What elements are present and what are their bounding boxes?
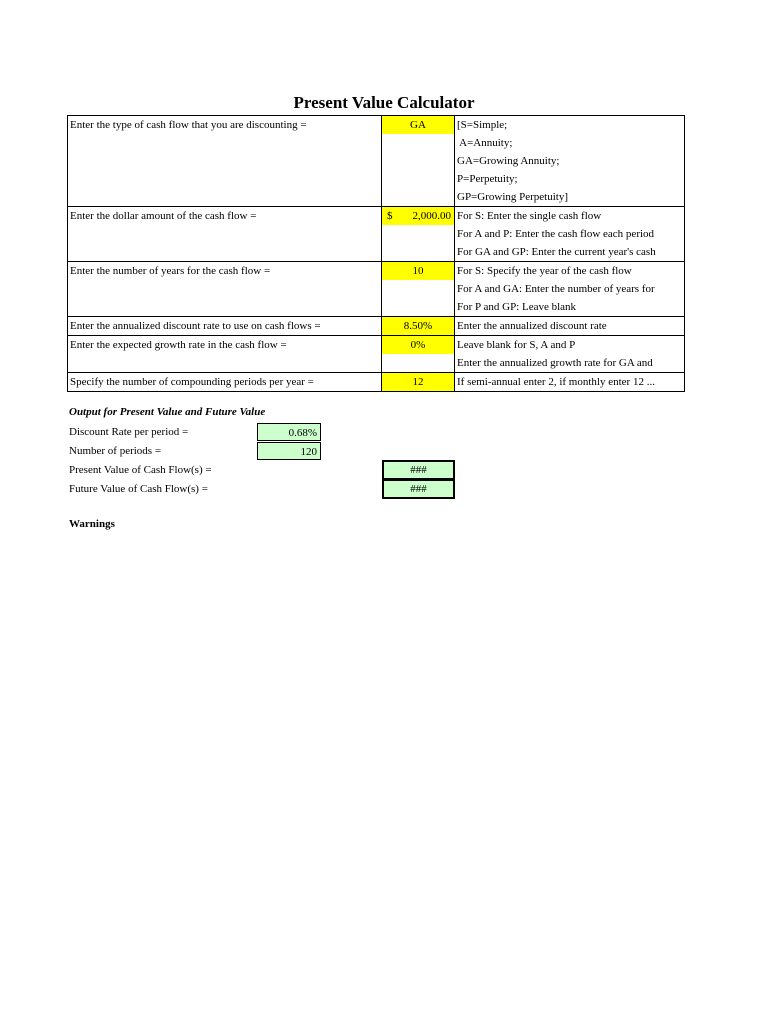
discount-rate-input[interactable]: 8.50%: [382, 317, 454, 335]
cashflow-type-help: [S=Simple; A=Annuity; GA=Growing Annuity; P=Perpetuity; GP=Growing Perpetuity]: [455, 116, 685, 207]
table-row: [68, 116, 685, 207]
future-value-label: Future Value of Cash Flow(s) =: [69, 483, 208, 495]
growth-rate-input[interactable]: 0%: [382, 336, 454, 354]
cashflow-amount-input[interactable]: [382, 207, 454, 225]
table-row: [68, 207, 685, 262]
number-of-periods-label: Number of periods =: [69, 445, 162, 457]
discount-rate-per-period-label: Discount Rate per period =: [69, 426, 189, 438]
cashflow-type-input[interactable]: GA: [382, 116, 454, 134]
growth-rate-cell: [382, 336, 455, 373]
compounding-label: Specify the number of compounding periods per year =: [68, 373, 382, 392]
discount-rate-label: Enter the annualized discount rate to use on cash flows =: [68, 317, 382, 336]
compounding-cell: [382, 373, 455, 392]
present-value-label: Present Value of Cash Flow(s) =: [69, 464, 212, 476]
table-row: [68, 373, 685, 392]
discount-rate-per-period-value: 0.68%: [257, 423, 321, 441]
compounding-input[interactable]: 12: [382, 373, 454, 391]
present-value-output: ###: [382, 460, 455, 480]
amount-value: 2,000.00: [412, 210, 451, 222]
currency-symbol: $: [387, 210, 393, 222]
table-row: [68, 317, 685, 336]
years-input[interactable]: 10: [382, 262, 454, 280]
years-help: For S: Specify the year of the cash flow For A and GA: Enter the number of years for For P and GP: Leave blank: [455, 262, 685, 317]
table-row: [68, 336, 685, 373]
discount-rate-cell: [382, 317, 455, 336]
warnings-heading: Warnings: [69, 518, 115, 530]
number-of-periods-value: 120: [257, 442, 321, 460]
input-table: [67, 115, 685, 392]
page-title: Present Value Calculator: [293, 93, 475, 112]
growth-rate-help: Leave blank for S, A and P Enter the annualized growth rate for GA and: [455, 336, 685, 373]
years-label: Enter the number of years for the cash flow =: [68, 262, 382, 317]
cashflow-type-cell: [382, 116, 455, 207]
years-cell: [382, 262, 455, 317]
discount-rate-help: Enter the annualized discount rate: [455, 317, 685, 336]
output-heading: Output for Present Value and Future Value: [69, 406, 266, 418]
compounding-help: If semi-annual enter 2, if monthly enter 12 ...: [455, 373, 685, 392]
growth-rate-label: Enter the expected growth rate in the cash flow =: [68, 336, 382, 373]
cashflow-amount-cell: [382, 207, 455, 262]
cashflow-amount-help: For S: Enter the single cash flow For A and P: Enter the cash flow each period For GA and GP: Enter the current year's cash: [455, 207, 685, 262]
future-value-output: ###: [382, 479, 455, 499]
cashflow-type-label: Enter the type of cash flow that you are discounting =: [68, 116, 382, 207]
cashflow-amount-label: Enter the dollar amount of the cash flow =: [68, 207, 382, 262]
table-row: [68, 262, 685, 317]
